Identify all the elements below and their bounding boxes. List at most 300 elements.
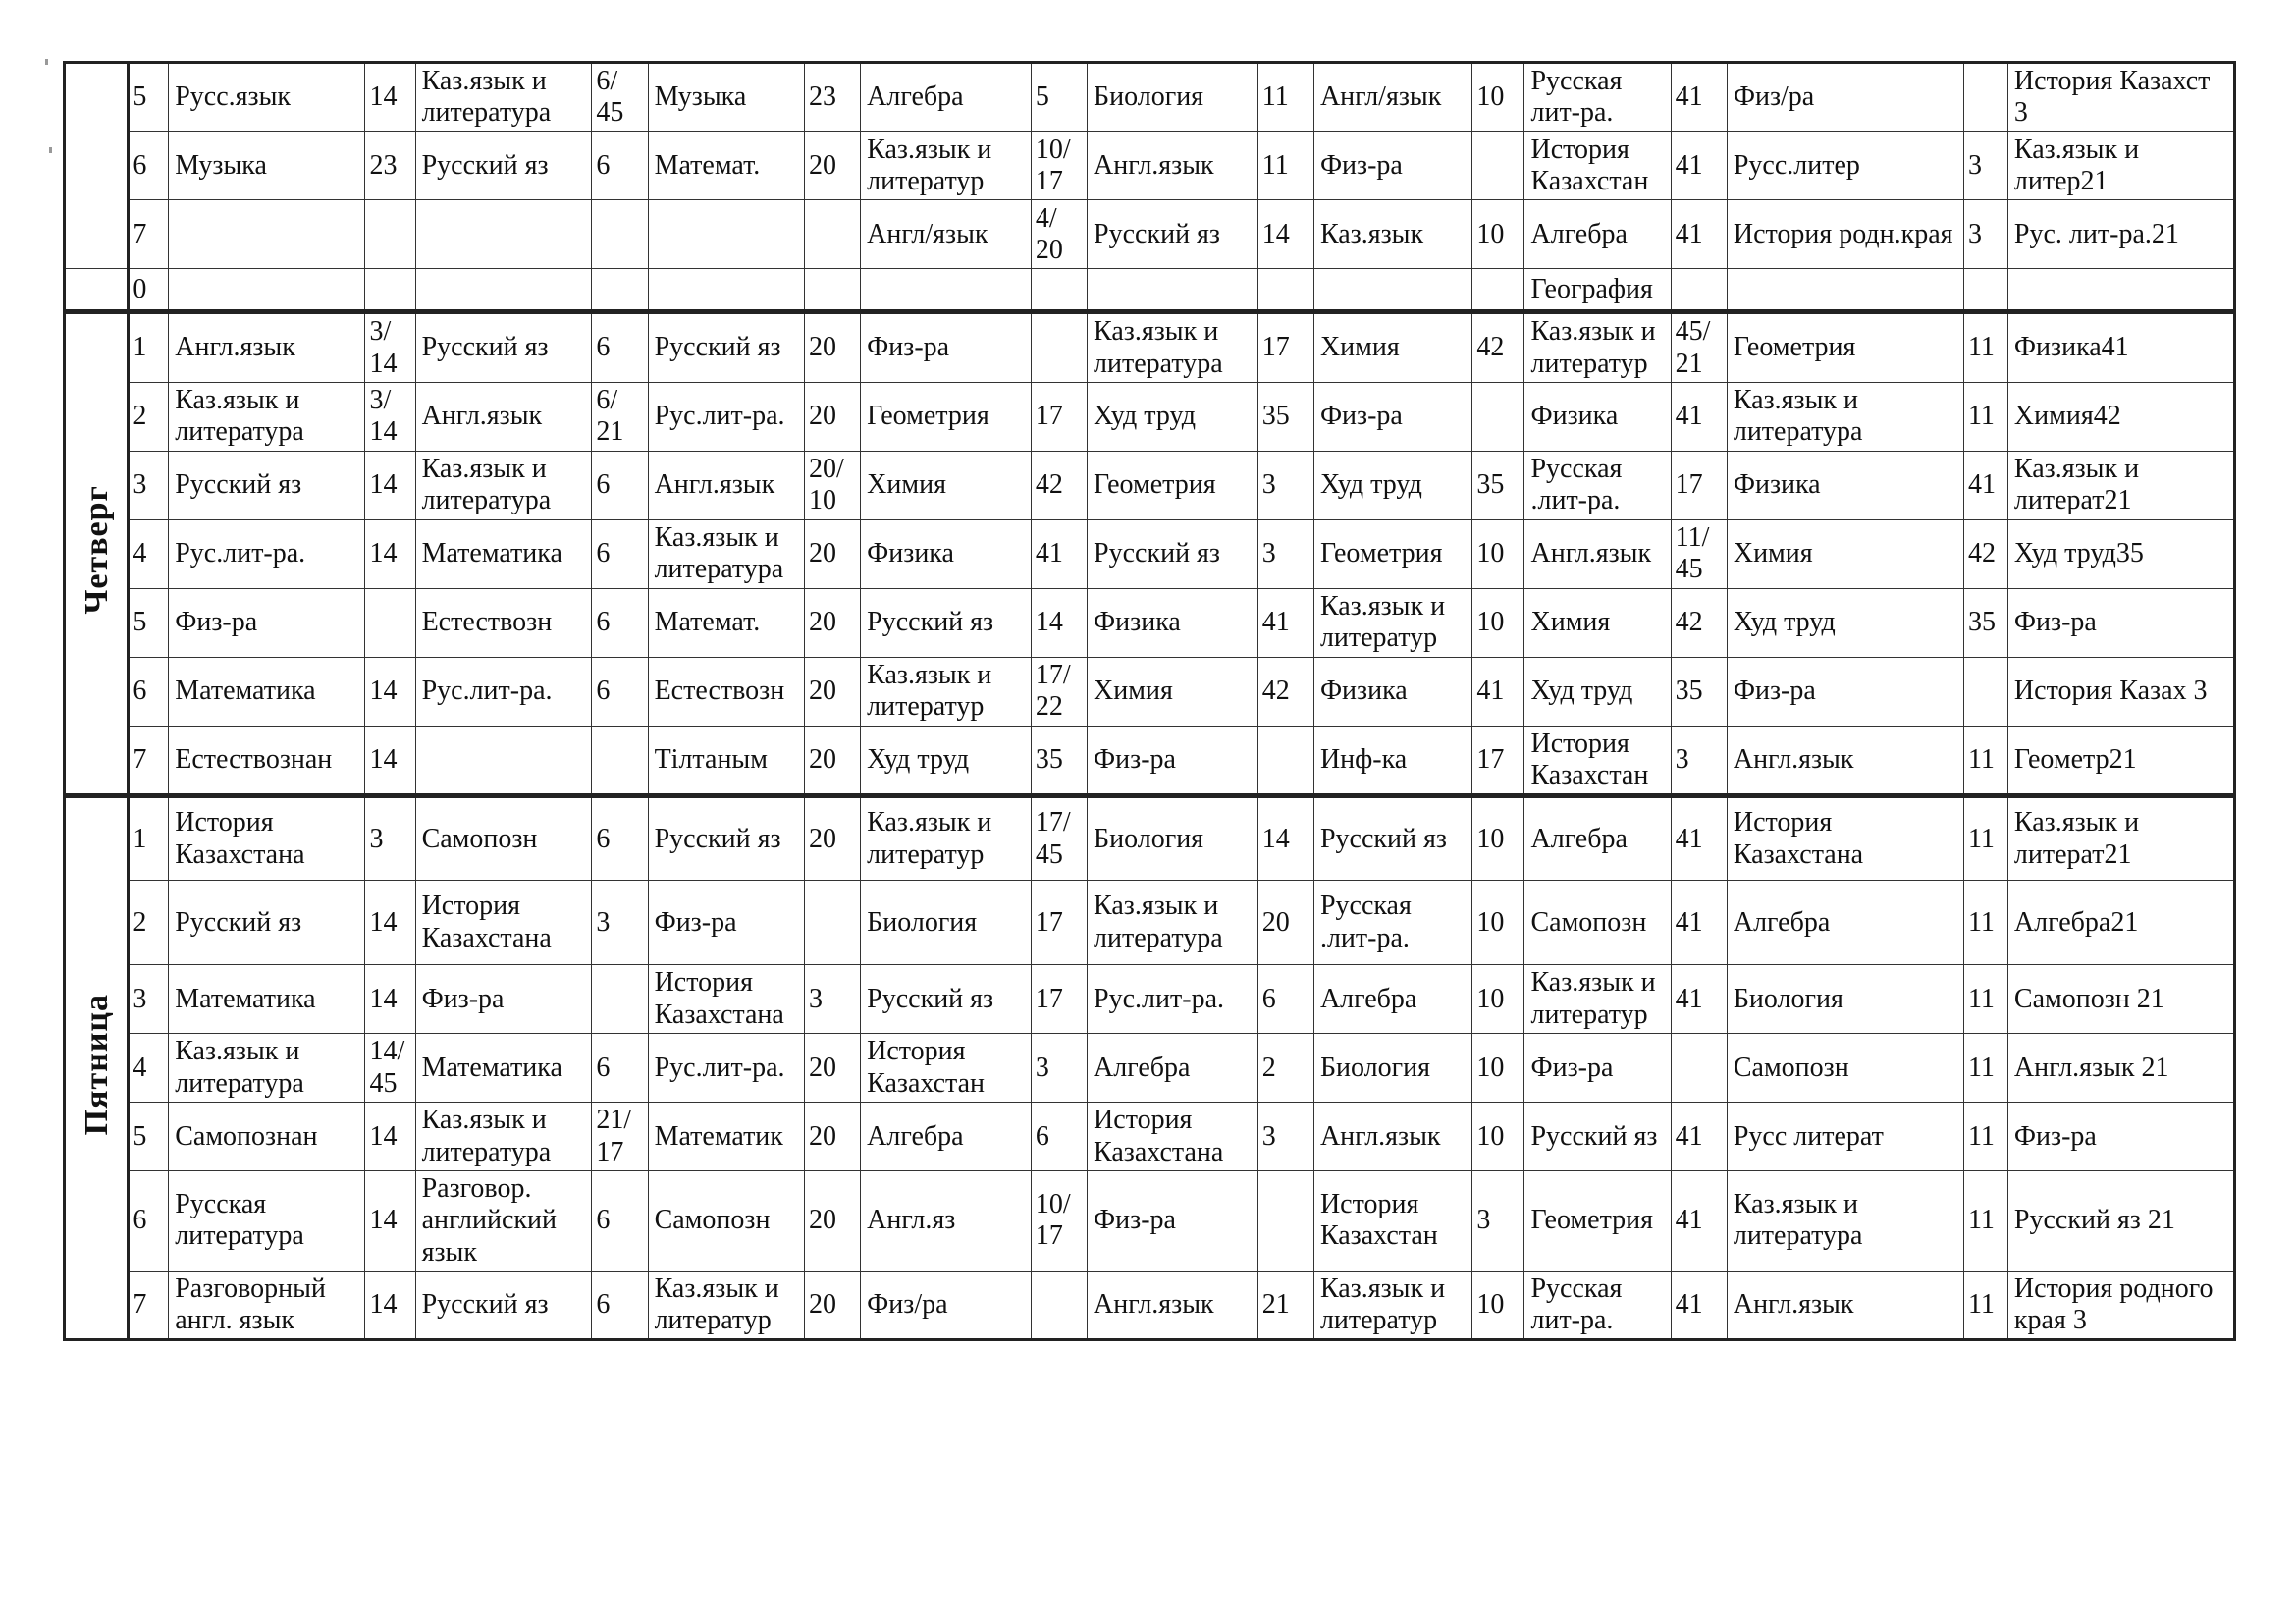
room-cell: 3 — [365, 796, 415, 881]
room-cell: 17 — [1031, 881, 1087, 965]
room-cell: 10 — [1472, 965, 1524, 1034]
subject-cell: Самопозн — [415, 796, 592, 881]
table-row — [65, 657, 2235, 726]
day-cell-empty — [65, 269, 129, 312]
room-cell: 14 — [365, 965, 415, 1034]
subject-cell: Инф-ка — [1313, 726, 1471, 795]
table-row — [65, 881, 2235, 965]
subject-cell: Математ. — [648, 132, 804, 200]
subject-cell: Физ-ра — [415, 965, 592, 1034]
subject-cell: История Казах 3 — [2007, 657, 2234, 726]
room-cell: 3 — [1257, 1103, 1313, 1171]
subject-cell: Физ-ра — [1524, 1034, 1671, 1103]
room-cell: 10/ 17 — [1031, 1171, 1087, 1272]
subject-cell: Математика — [415, 519, 592, 588]
subject-cell: Худ труд — [1088, 382, 1258, 451]
subject-cell: Англ.язык — [1524, 519, 1671, 588]
room-cell: 3 — [804, 965, 860, 1034]
room-cell: 14 — [1257, 200, 1313, 269]
table-row — [65, 200, 2235, 269]
subject-cell: Каз.язык и литература — [1088, 312, 1258, 382]
subject-cell: Тiлтаным — [648, 726, 804, 795]
subject-cell: Рус.лит-ра. — [415, 657, 592, 726]
subject-cell: Геометрия — [861, 382, 1032, 451]
room-cell: 35 — [1671, 657, 1727, 726]
subject-cell: Англ.яз — [861, 1171, 1032, 1272]
table-row — [65, 312, 2235, 382]
room-cell: 6 — [592, 1034, 648, 1103]
subject-cell: Физ/ра — [1727, 63, 1963, 132]
subject-cell: Каз.язык и литератур — [1313, 588, 1471, 657]
room-cell: 41 — [1671, 796, 1727, 881]
subject-cell: Русский яз — [1088, 519, 1258, 588]
subject-cell: Алгебра — [1313, 965, 1471, 1034]
subject-cell: Химия — [1727, 519, 1963, 588]
room-cell: 41 — [1671, 132, 1727, 200]
room-cell: 20 — [804, 657, 860, 726]
subject-cell: Русский яз — [1088, 200, 1258, 269]
room-cell: 41 — [1671, 965, 1727, 1034]
room-cell: 6 — [1257, 965, 1313, 1034]
subject-cell: Англ.язык — [1727, 1271, 1963, 1339]
subject-cell: Англ.язык — [1088, 1271, 1258, 1339]
subject-cell: Математ. — [648, 588, 804, 657]
room-cell — [1031, 312, 1087, 382]
subject-cell: Каз.язык и литература — [169, 1034, 365, 1103]
lesson-number: 5 — [129, 588, 169, 657]
subject-cell: Каз.язык и литература — [415, 1103, 592, 1171]
lesson-number: 6 — [129, 1171, 169, 1272]
room-cell — [592, 965, 648, 1034]
subject-cell: Алгебра — [1524, 200, 1671, 269]
subject-cell: Русская лит-ра. — [1524, 1271, 1671, 1339]
table-row — [65, 965, 2235, 1034]
room-cell — [1963, 63, 2007, 132]
timetable-sheet — [63, 61, 2236, 1387]
subject-cell: Англ.язык — [169, 312, 365, 382]
room-cell: 35 — [1963, 588, 2007, 657]
room-cell: 35 — [1472, 451, 1524, 519]
room-cell — [1963, 657, 2007, 726]
room-cell: 14 — [365, 1171, 415, 1272]
room-cell: 11/ 45 — [1671, 519, 1727, 588]
room-cell — [804, 881, 860, 965]
subject-cell: Русский яз — [861, 965, 1032, 1034]
room-cell: 2 — [1257, 1034, 1313, 1103]
subject-cell: Каз.язык и литература — [1727, 382, 1963, 451]
subject-cell: Каз.язык и литература — [415, 63, 592, 132]
lesson-number: 6 — [129, 657, 169, 726]
room-cell — [804, 200, 860, 269]
table-row — [65, 796, 2235, 881]
subject-cell: Геометрия — [1313, 519, 1471, 588]
room-cell: 6 — [592, 796, 648, 881]
scan-speck — [49, 147, 52, 153]
room-cell — [365, 269, 415, 312]
subject-cell: Русский яз — [648, 312, 804, 382]
subject-cell — [415, 269, 592, 312]
room-cell: 10 — [1472, 200, 1524, 269]
room-cell: 10 — [1472, 796, 1524, 881]
room-cell: 41 — [1257, 588, 1313, 657]
day-cell-thursday — [65, 312, 129, 796]
lesson-number: 7 — [129, 726, 169, 795]
room-cell: 41 — [1671, 1271, 1727, 1339]
subject-cell: Алгебра — [861, 63, 1032, 132]
subject-cell: Химия — [1088, 657, 1258, 726]
room-cell: 20 — [804, 382, 860, 451]
room-cell: 17 — [1472, 726, 1524, 795]
room-cell: 20 — [804, 132, 860, 200]
table-row — [65, 588, 2235, 657]
subject-cell: Русский яз — [415, 1271, 592, 1339]
subject-cell: Физ-ра — [861, 312, 1032, 382]
subject-cell: Англ.язык — [1313, 1103, 1471, 1171]
subject-cell: Алгебра21 — [2007, 881, 2234, 965]
subject-cell: Математик — [648, 1103, 804, 1171]
room-cell: 3/ 14 — [365, 312, 415, 382]
subject-cell — [415, 200, 592, 269]
subject-cell: Физ-ра — [1727, 657, 1963, 726]
lesson-number: 1 — [129, 796, 169, 881]
subject-cell: Математика — [415, 1034, 592, 1103]
subject-cell: Рус. лит-ра.21 — [2007, 200, 2234, 269]
room-cell: 20 — [804, 1171, 860, 1272]
room-cell: 20 — [804, 1034, 860, 1103]
subject-cell: История Казахстан — [1313, 1171, 1471, 1272]
subject-cell: Геометр21 — [2007, 726, 2234, 795]
subject-cell: История Казахстана — [1727, 796, 1963, 881]
subject-cell — [2007, 269, 2234, 312]
room-cell: 42 — [1031, 451, 1087, 519]
room-cell: 10 — [1472, 588, 1524, 657]
room-cell: 11 — [1257, 63, 1313, 132]
room-cell: 4/ 20 — [1031, 200, 1087, 269]
room-cell: 41 — [1963, 451, 2007, 519]
subject-cell: Физика — [1088, 588, 1258, 657]
room-cell: 6 — [592, 1171, 648, 1272]
room-cell: 14/ 45 — [365, 1034, 415, 1103]
room-cell: 6 — [592, 312, 648, 382]
room-cell — [1671, 269, 1727, 312]
room-cell: 20 — [804, 726, 860, 795]
room-cell: 11 — [1963, 312, 2007, 382]
subject-cell: Русс.язык — [169, 63, 365, 132]
lesson-number: 7 — [129, 1271, 169, 1339]
subject-cell: Физ-ра — [1313, 382, 1471, 451]
subject-cell: Физ-ра — [648, 881, 804, 965]
subject-cell: Естествозн — [648, 657, 804, 726]
lesson-number: 5 — [129, 1103, 169, 1171]
room-cell: 10 — [1472, 1034, 1524, 1103]
subject-cell: Англ/язык — [1313, 63, 1471, 132]
room-cell: 6 — [1031, 1103, 1087, 1171]
room-cell: 3 — [1472, 1171, 1524, 1272]
subject-cell — [1088, 269, 1258, 312]
schedule-table — [63, 61, 2236, 1341]
room-cell: 41 — [1671, 881, 1727, 965]
subject-cell: Худ труд — [1313, 451, 1471, 519]
subject-cell: Физ-ра — [2007, 1103, 2234, 1171]
table-row — [65, 519, 2235, 588]
subject-cell: Самопозн — [1727, 1034, 1963, 1103]
room-cell: 6 — [592, 451, 648, 519]
room-cell: 3 — [1031, 1034, 1087, 1103]
room-cell: 41 — [1671, 382, 1727, 451]
room-cell: 6 — [592, 1271, 648, 1339]
subject-cell: Англ/язык — [861, 200, 1032, 269]
room-cell: 41 — [1472, 657, 1524, 726]
subject-cell: Физ-ра — [2007, 588, 2234, 657]
subject-cell: Англ.язык — [415, 382, 592, 451]
subject-cell: Самопознан — [169, 1103, 365, 1171]
subject-cell: Рус.лит-ра. — [648, 1034, 804, 1103]
subject-cell: Рус.лит-ра. — [1088, 965, 1258, 1034]
subject-cell: Каз.язык и литератур — [1524, 312, 1671, 382]
subject-cell: Каз.язык и литератур — [861, 657, 1032, 726]
subject-cell: Химия — [861, 451, 1032, 519]
room-cell: 20 — [804, 1103, 860, 1171]
room-cell: 35 — [1257, 382, 1313, 451]
subject-cell — [169, 269, 365, 312]
subject-cell: Каз.язык и литератур — [1524, 965, 1671, 1034]
room-cell: 17 — [1031, 382, 1087, 451]
subject-cell: Естествознан — [169, 726, 365, 795]
room-cell — [1257, 726, 1313, 795]
subject-cell: Рус.лит-ра. — [169, 519, 365, 588]
subject-cell — [648, 200, 804, 269]
subject-cell: Алгебра — [1727, 881, 1963, 965]
lesson-number: 6 — [129, 132, 169, 200]
subject-cell: Разговор. английский язык — [415, 1171, 592, 1272]
subject-cell: Каз.язык и литерат21 — [2007, 796, 2234, 881]
room-cell: 42 — [1963, 519, 2007, 588]
room-cell: 11 — [1963, 965, 2007, 1034]
subject-cell: Математика — [169, 965, 365, 1034]
room-cell — [1472, 269, 1524, 312]
subject-cell: Биология — [861, 881, 1032, 965]
subject-cell: Алгебра — [861, 1103, 1032, 1171]
subject-cell: Рус.лит-ра. — [648, 382, 804, 451]
subject-cell: Каз.язык и литература — [415, 451, 592, 519]
subject-cell — [169, 200, 365, 269]
lesson-number: 3 — [129, 451, 169, 519]
lesson-number: 5 — [129, 63, 169, 132]
room-cell: 3 — [1671, 726, 1727, 795]
room-cell: 17/ 45 — [1031, 796, 1087, 881]
subject-cell: Самопозн — [1524, 881, 1671, 965]
room-cell — [365, 588, 415, 657]
room-cell: 17 — [1257, 312, 1313, 382]
subject-cell: История Казахст 3 — [2007, 63, 2234, 132]
room-cell: 14 — [365, 881, 415, 965]
room-cell: 17 — [1671, 451, 1727, 519]
subject-cell: Англ.язык — [648, 451, 804, 519]
subject-cell: Англ.язык — [1088, 132, 1258, 200]
room-cell: 20 — [804, 312, 860, 382]
table-row — [65, 1171, 2235, 1272]
room-cell: 14 — [365, 1103, 415, 1171]
subject-cell: Каз.язык и литература — [169, 382, 365, 451]
room-cell — [1257, 1171, 1313, 1272]
subject-cell: Биология — [1313, 1034, 1471, 1103]
lesson-number: 2 — [129, 881, 169, 965]
subject-cell: Биология — [1088, 63, 1258, 132]
subject-cell: История Казахстан — [1524, 132, 1671, 200]
room-cell: 11 — [1963, 382, 2007, 451]
subject-cell: История Казахстан — [1524, 726, 1671, 795]
room-cell: 42 — [1472, 312, 1524, 382]
room-cell: 11 — [1963, 1171, 2007, 1272]
room-cell: 42 — [1257, 657, 1313, 726]
subject-cell: Русская литература — [169, 1171, 365, 1272]
subject-cell: Физ-ра — [169, 588, 365, 657]
subject-cell: Каз.язык и литератур — [861, 796, 1032, 881]
subject-cell: Русский яз — [861, 588, 1032, 657]
room-cell: 14 — [365, 519, 415, 588]
room-cell: 41 — [1671, 200, 1727, 269]
subject-cell: Химия — [1313, 312, 1471, 382]
room-cell: 5 — [1031, 63, 1087, 132]
subject-cell: Физ-ра — [1313, 132, 1471, 200]
lesson-number: 4 — [129, 519, 169, 588]
subject-cell: Русский яз — [1313, 796, 1471, 881]
subject-cell: Русс литерат — [1727, 1103, 1963, 1171]
room-cell — [592, 726, 648, 795]
table-row — [65, 63, 2235, 132]
subject-cell: Самопозн 21 — [2007, 965, 2234, 1034]
room-cell — [1472, 382, 1524, 451]
room-cell — [1671, 1034, 1727, 1103]
subject-cell: Каз.язык и литератур — [861, 132, 1032, 200]
table-row — [65, 451, 2235, 519]
room-cell: 3 — [1257, 451, 1313, 519]
lesson-number: 0 — [129, 269, 169, 312]
room-cell: 20 — [1257, 881, 1313, 965]
subject-cell: Худ труд — [861, 726, 1032, 795]
room-cell: 14 — [365, 63, 415, 132]
room-cell: 23 — [804, 63, 860, 132]
room-cell: 17/ 22 — [1031, 657, 1087, 726]
room-cell: 6/ 21 — [592, 382, 648, 451]
room-cell: 20 — [804, 1271, 860, 1339]
subject-cell: Физика — [1524, 382, 1671, 451]
subject-cell: Биология — [1088, 796, 1258, 881]
subject-cell: Русский яз — [415, 132, 592, 200]
day-label: Четверг — [78, 485, 115, 615]
room-cell — [1472, 132, 1524, 200]
subject-cell: Геометрия — [1088, 451, 1258, 519]
room-cell: 11 — [1963, 1103, 2007, 1171]
room-cell — [1963, 269, 2007, 312]
room-cell: 20 — [804, 796, 860, 881]
subject-cell: История Казахстана — [1088, 1103, 1258, 1171]
subject-cell — [415, 726, 592, 795]
lesson-number: 2 — [129, 382, 169, 451]
subject-cell: Физика — [861, 519, 1032, 588]
subject-cell: Самопозн — [648, 1171, 804, 1272]
subject-cell: Русский яз — [1524, 1103, 1671, 1171]
room-cell: 41 — [1671, 1171, 1727, 1272]
room-cell: 10 — [1472, 881, 1524, 965]
room-cell: 11 — [1963, 881, 2007, 965]
room-cell: 11 — [1257, 132, 1313, 200]
subject-cell: Геометрия — [1727, 312, 1963, 382]
room-cell — [804, 269, 860, 312]
room-cell — [1257, 269, 1313, 312]
subject-cell: Физика41 — [2007, 312, 2234, 382]
subject-cell: История Казахстан — [861, 1034, 1032, 1103]
room-cell: 14 — [365, 451, 415, 519]
subject-cell: Русская лит-ра. — [1524, 63, 1671, 132]
table-row — [65, 1034, 2235, 1103]
subject-cell: Каз.язык и литератур — [648, 1271, 804, 1339]
subject-cell: История Казахстана — [169, 796, 365, 881]
room-cell: 14 — [365, 726, 415, 795]
room-cell: 42 — [1671, 588, 1727, 657]
subject-cell: Русский яз — [169, 881, 365, 965]
subject-cell — [1727, 269, 1963, 312]
subject-cell: Музыка — [169, 132, 365, 200]
day-cell-friday — [65, 796, 129, 1340]
room-cell: 17 — [1031, 965, 1087, 1034]
room-cell — [365, 200, 415, 269]
room-cell: 6 — [592, 519, 648, 588]
subject-cell — [648, 269, 804, 312]
subject-cell: История родного края 3 — [2007, 1271, 2234, 1339]
subject-cell: Худ труд — [1727, 588, 1963, 657]
room-cell: 11 — [1963, 796, 2007, 881]
lesson-number: 7 — [129, 200, 169, 269]
room-cell: 21 — [1257, 1271, 1313, 1339]
room-cell: 11 — [1963, 1271, 2007, 1339]
room-cell: 10 — [1472, 1103, 1524, 1171]
subject-cell: Химия42 — [2007, 382, 2234, 451]
room-cell: 41 — [1671, 1103, 1727, 1171]
subject-cell: Каз.язык и литерат21 — [2007, 451, 2234, 519]
subject-cell: Химия — [1524, 588, 1671, 657]
room-cell: 14 — [1257, 796, 1313, 881]
room-cell: 6 — [592, 588, 648, 657]
room-cell: 41 — [1031, 519, 1087, 588]
room-cell: 10 — [1472, 519, 1524, 588]
subject-cell: Русский яз — [169, 451, 365, 519]
subject-cell: Физ/ра — [861, 1271, 1032, 1339]
lesson-number: 1 — [129, 312, 169, 382]
subject-cell: Каз.язык и литератур — [1313, 1271, 1471, 1339]
subject-cell: Физика — [1727, 451, 1963, 519]
room-cell: 11 — [1963, 1034, 2007, 1103]
subject-cell: Каз.язык и литература — [648, 519, 804, 588]
subject-cell: Алгебра — [1088, 1034, 1258, 1103]
room-cell: 10/ 17 — [1031, 132, 1087, 200]
subject-cell: Худ труд — [1524, 657, 1671, 726]
room-cell: 3/ 14 — [365, 382, 415, 451]
subject-cell: Биология — [1727, 965, 1963, 1034]
subject-cell — [861, 269, 1032, 312]
subject-cell: Геометрия — [1524, 1171, 1671, 1272]
room-cell: 14 — [365, 657, 415, 726]
room-cell: 20 — [804, 519, 860, 588]
room-cell: 6 — [592, 657, 648, 726]
room-cell: 3 — [592, 881, 648, 965]
day-label: Пятница — [78, 993, 115, 1136]
subject-cell: Русский яз — [648, 796, 804, 881]
room-cell — [592, 269, 648, 312]
table-row — [65, 382, 2235, 451]
subject-cell: Русская .лит-ра. — [1524, 451, 1671, 519]
scan-speck — [45, 59, 48, 65]
